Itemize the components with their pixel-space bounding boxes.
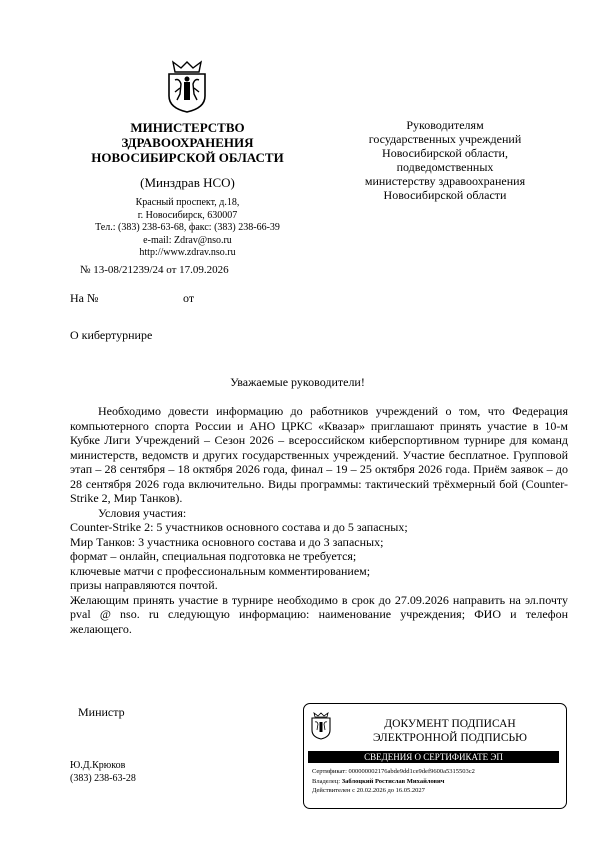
recipient-line: Новосибирской области: [383, 188, 507, 202]
ministry-line: МИНИСТЕРСТВО: [130, 120, 245, 135]
executor-name: Ю.Д.Крюков: [70, 760, 126, 771]
website-line: http://www.zdrav.nso.ru: [139, 247, 236, 258]
signatory-position: Министр: [78, 705, 125, 719]
stamp-title-line: ДОКУМЕНТ ПОДПИСАН: [384, 718, 516, 730]
ministry-line: ЗДРАВООХРАНЕНИЯ: [121, 135, 254, 150]
owner-label: Владелец:: [312, 777, 342, 785]
outgoing-number: № 13-08/21239/24 от 17.09.2026: [80, 264, 229, 276]
ministry-name: [60, 120, 315, 165]
closing-paragraph: Желающим принять участие в турнире необходимо в срок до 27.09.2026 направить на эл.почту pval @ nso. ru следующую информацию: наименование учреждения; ФИО и телефон желающего.: [70, 592, 568, 636]
certificate-details: [312, 767, 560, 796]
recipient-line: Руководителям: [406, 118, 484, 132]
owner-name: Заблоцкий Ростислав Михайлович: [341, 777, 445, 785]
ministry-short-name: (Минздрав НСО): [140, 175, 235, 190]
coat-of-arms-icon: [165, 60, 209, 114]
e-signature-stamp: [303, 703, 567, 809]
recipient-line: министерству здравоохранения: [364, 174, 526, 188]
letter-subject: О кибертурнире: [70, 328, 153, 342]
letter-body: [70, 404, 568, 636]
email-line: e-mail: Zdrav@nso.ru: [143, 234, 232, 246]
condition-item: формат – онлайн, специальная подготовка не требуется;: [70, 549, 357, 563]
reference-number-label: На №: [70, 291, 99, 305]
certificate-validity: Действителен с 20.02.2026 до 16.05.2027: [312, 787, 425, 794]
recipient-block: [350, 118, 540, 202]
ministry-address: [60, 197, 315, 260]
condition-item: ключевые матчи с профессиональным комментированием;: [70, 563, 371, 578]
certificate-owner: [312, 777, 560, 787]
condition-item: призы направляются почтой.: [70, 578, 218, 592]
condition-item: Мир Танков: 3 участника основного состава и до 3 запасных;: [70, 534, 384, 549]
certificate-info-bar: СВЕДЕНИЯ О СЕРТИФИКАТЕ ЭП: [308, 751, 559, 763]
reference-date-label: от: [183, 291, 195, 305]
intro-paragraph: Необходимо довести информацию до работников учреждений о том, что Федерация компьютерного спорта России и АНО ЦРКС «Квазар» приглашают принять участие в 10-м Кубке Лиги Учреждений – Сезон 2026 – всероссийском киберспортивном турнире для команд министерств, ведомств и других государственных учреждений. Участие бесплатное. Групповой этап – 28 сентября – 18 октября 2026 года, финал – 19 – 25 октября 2026 года. Приём заявок – до 28 сентября 2026 года включительно. Виды программы: тактический трёхмерный бой (Counter-Strike 2, Мир Танков).: [70, 404, 568, 505]
executor-info: [70, 760, 136, 785]
recipient-line: подведомственных: [396, 160, 494, 174]
stamp-title: [338, 717, 562, 745]
address-line: Красный проспект, д.18,: [135, 197, 240, 208]
ministry-line: НОВОСИБИРСКОЙ ОБЛАСТИ: [91, 150, 284, 165]
greeting: Уважаемые руководители!: [230, 375, 365, 389]
recipient-line: Новосибирской области,: [382, 146, 508, 160]
coat-of-arms-icon: [310, 712, 332, 740]
condition-item: Counter-Strike 2: 5 участников основного состава и до 5 запасных;: [70, 520, 408, 534]
phone-line: Тел.: (383) 238-63-68, факс: (383) 238-66-39: [95, 222, 280, 233]
executor-phone: (383) 238-63-28: [70, 772, 136, 784]
certificate-serial: Сертификат: 000000002176abde9dd1ce9def9600a5315503c2: [312, 768, 475, 775]
stamp-title-line: ЭЛЕКТРОННОЙ ПОДПИСЬЮ: [373, 732, 527, 744]
recipient-line: государственных учреждений: [368, 132, 522, 146]
address-line: г. Новосибирск, 630007: [137, 209, 238, 221]
conditions-title: Условия участия:: [98, 505, 187, 520]
